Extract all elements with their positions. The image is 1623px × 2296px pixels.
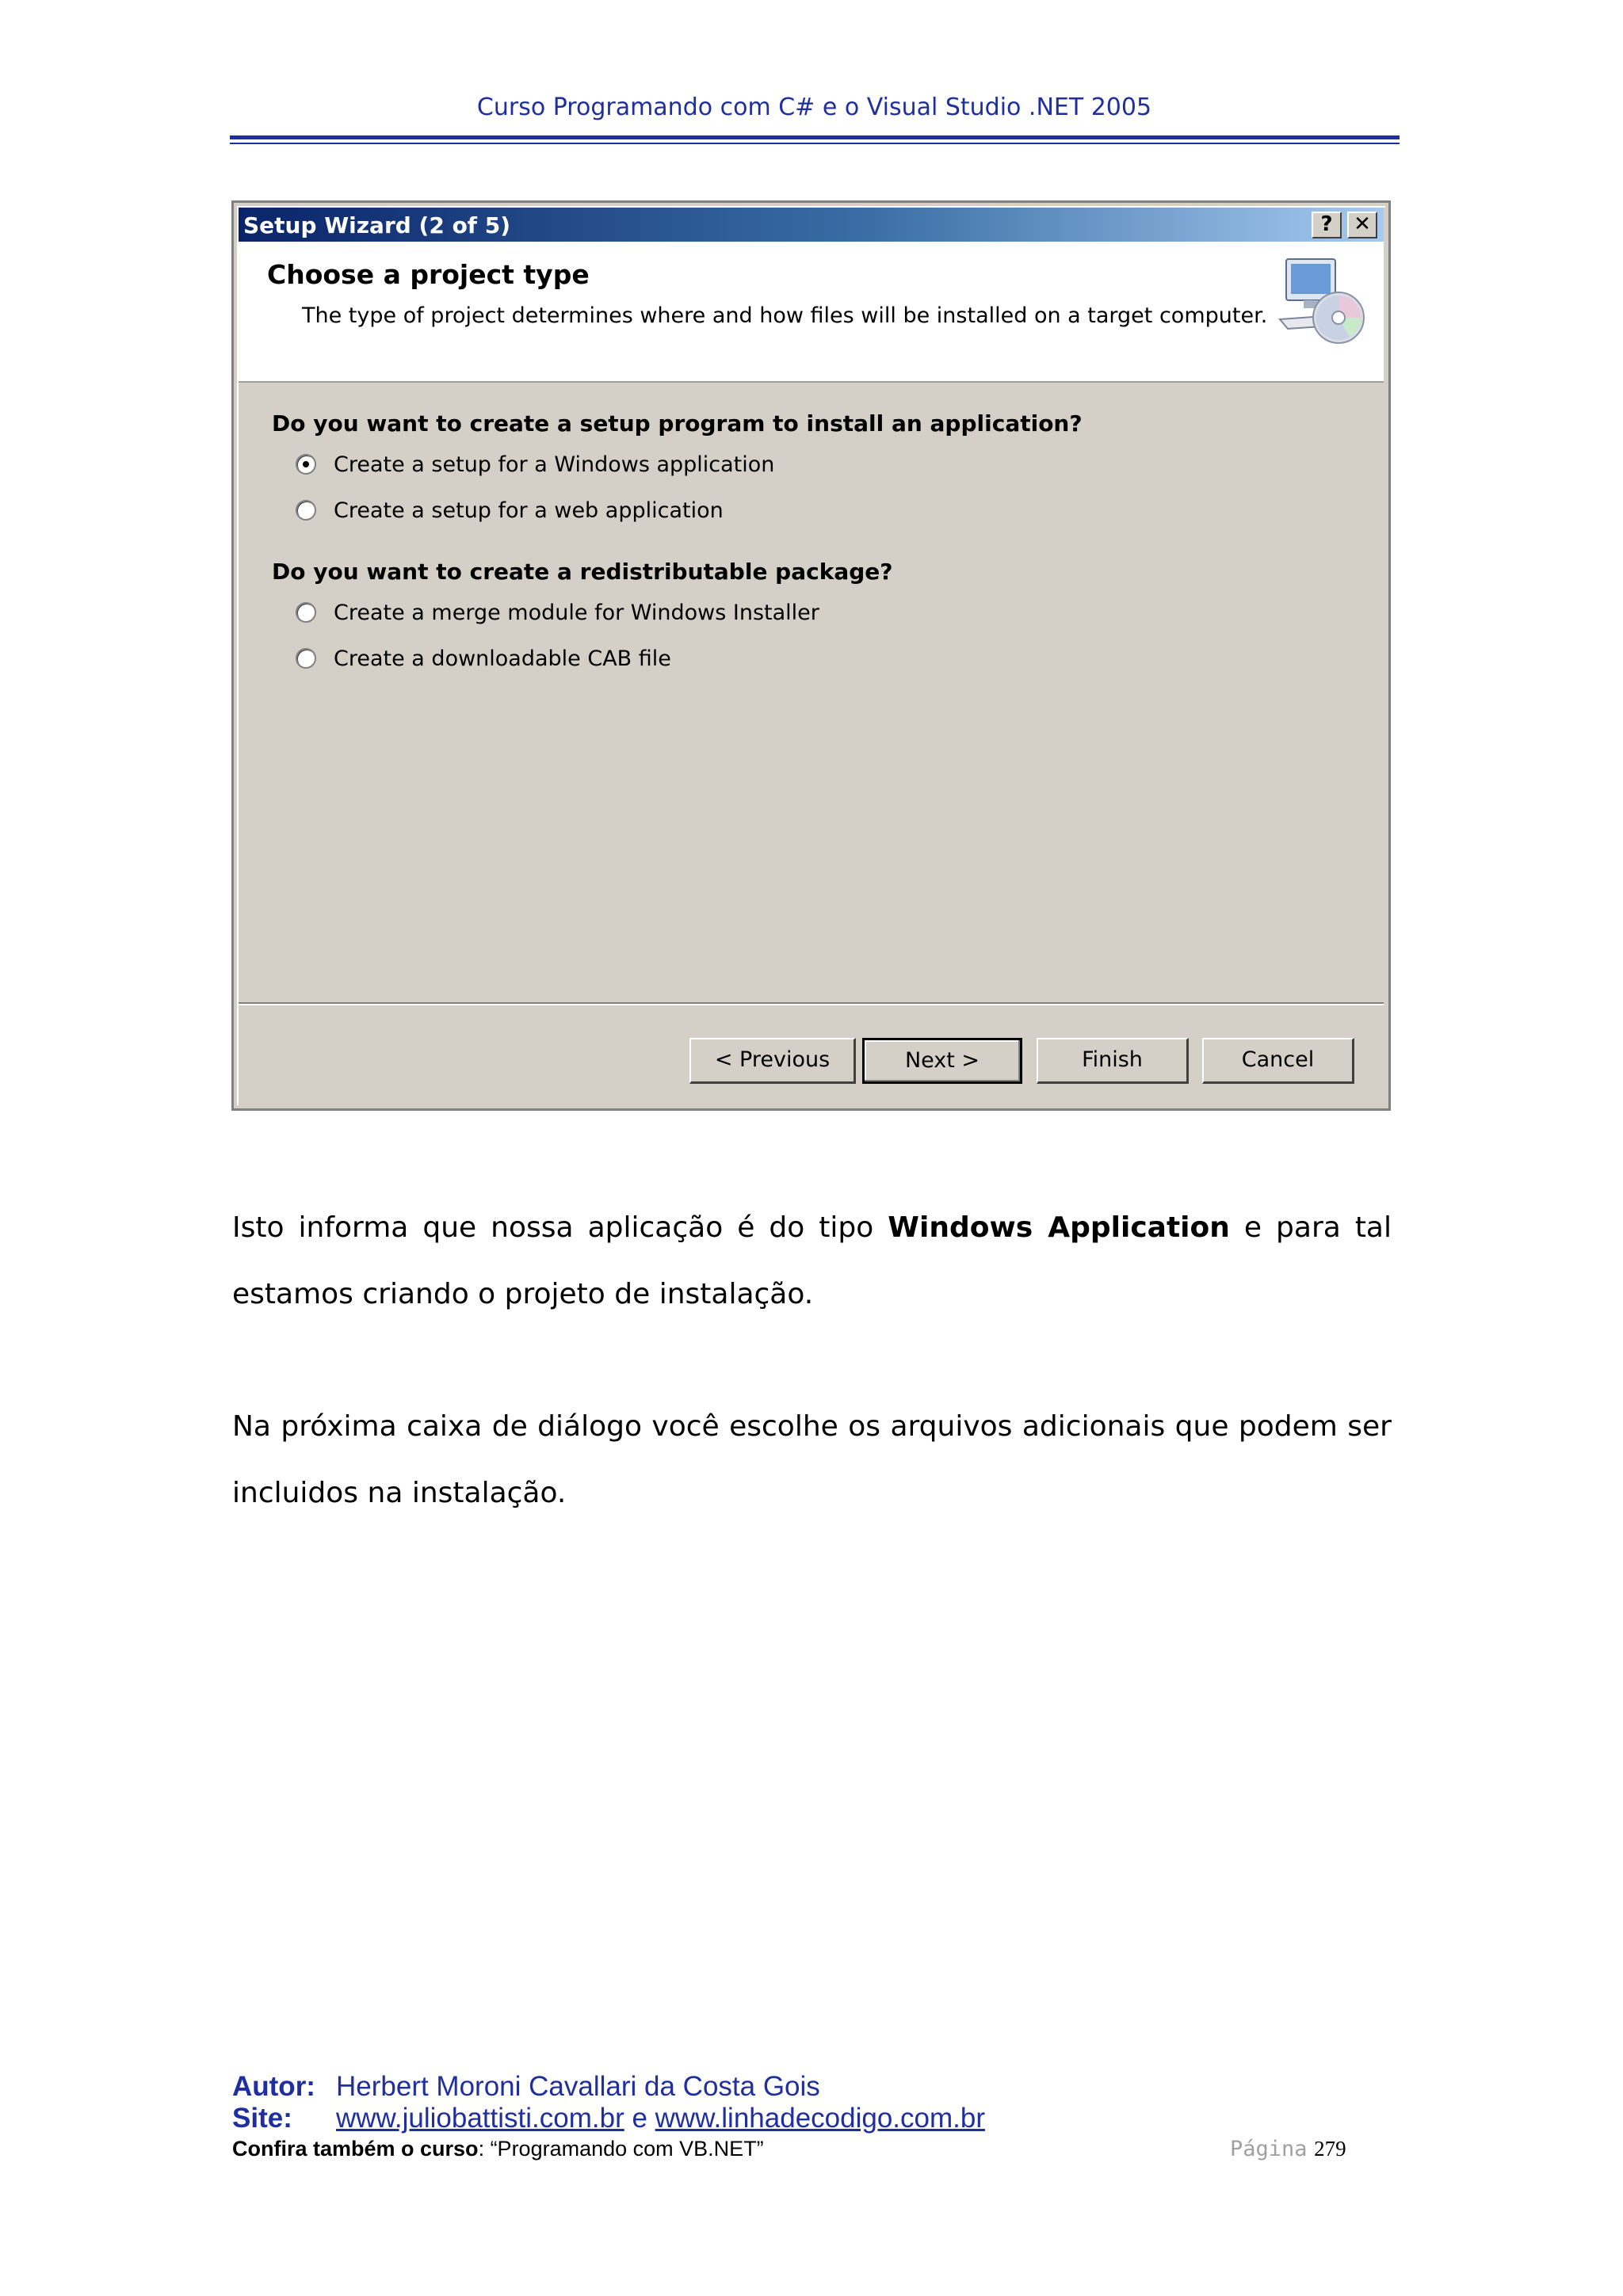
author-name: Herbert Moroni Cavallari da Costa Gois	[336, 2071, 820, 2102]
button-separator	[239, 1002, 1384, 1005]
paragraph-line: Na próxima caixa de diálogo você escolhe os arquivos adicionais que podem ser	[232, 1410, 1392, 1443]
bold-term: Windows Application	[888, 1211, 1230, 1244]
option-windows-application[interactable]	[296, 450, 774, 479]
site-separator: e	[624, 2103, 655, 2134]
radio-button[interactable]	[296, 648, 316, 669]
site-label: Site:	[232, 2103, 292, 2134]
help-button[interactable]: ?	[1312, 212, 1342, 238]
setup-wizard-dialog	[231, 200, 1391, 1111]
next-button[interactable]: Next >	[862, 1038, 1022, 1084]
option-label: Create a setup for a web application	[334, 498, 724, 523]
paragraph-line	[232, 1195, 1392, 1261]
radio-button[interactable]	[296, 602, 316, 623]
header-rule-thick	[230, 135, 1400, 139]
dialog-banner	[239, 242, 1384, 383]
paragraph-next-dialog	[232, 1394, 1392, 1527]
option-label: Create a downloadable CAB file	[334, 646, 671, 671]
text-run: Isto informa que nossa aplicação é do tipo	[232, 1211, 888, 1244]
previous-button[interactable]: < Previous	[689, 1038, 856, 1084]
question-setup-program: Do you want to create a setup program to install an application?	[272, 410, 1083, 437]
paragraph-windows-application	[232, 1195, 1392, 1328]
radio-button[interactable]	[296, 500, 316, 521]
author-label: Autor:	[232, 2071, 315, 2102]
footer-author	[232, 2071, 820, 2103]
site-link-linhadecodigo[interactable]: www.linhadecodigo.com.br	[655, 2103, 985, 2134]
page-label: Página	[1230, 2137, 1308, 2161]
computer-cd-icon	[1277, 257, 1372, 349]
question-redistributable: Do you want to create a redistributable package?	[272, 559, 893, 585]
dialog-titlebar	[239, 208, 1384, 242]
paragraph-line: estamos criando o projeto de instalação.	[232, 1278, 814, 1310]
dialog-title: Setup Wizard (2 of 5)	[243, 212, 511, 238]
footer-course	[232, 2137, 764, 2161]
text-run: e para tal	[1229, 1211, 1392, 1244]
option-label: Create a merge module for Windows Installer	[334, 600, 819, 625]
site-link-juliobattisti[interactable]: www.juliobattisti.com.br	[336, 2103, 624, 2134]
course-label: Confira também o curso	[232, 2137, 479, 2161]
cancel-button[interactable]: Cancel	[1202, 1038, 1354, 1084]
radio-button-checked[interactable]	[296, 454, 316, 475]
footer-site	[232, 2103, 985, 2134]
page-number	[1230, 2137, 1346, 2161]
page-value: 279	[1314, 2137, 1346, 2161]
page-header: Curso Programando com C# e o Visual Studio .NET 2005	[476, 93, 1152, 121]
option-label: Create a setup for a Windows application	[334, 452, 775, 477]
option-cab-file[interactable]	[296, 644, 671, 673]
course-name: : “Programando com VB.NET”	[478, 2137, 764, 2161]
paragraph-line: incluidos na instalação.	[232, 1477, 567, 1509]
close-button[interactable]: ✕	[1347, 212, 1377, 238]
option-web-application[interactable]	[296, 496, 724, 524]
finish-button[interactable]: Finish	[1037, 1038, 1189, 1084]
header-rule-thin	[230, 143, 1400, 144]
banner-subtitle: The type of project determines where and how files will be installed on a target computer.	[302, 303, 1268, 328]
banner-title: Choose a project type	[267, 259, 590, 290]
option-merge-module[interactable]	[296, 598, 819, 627]
